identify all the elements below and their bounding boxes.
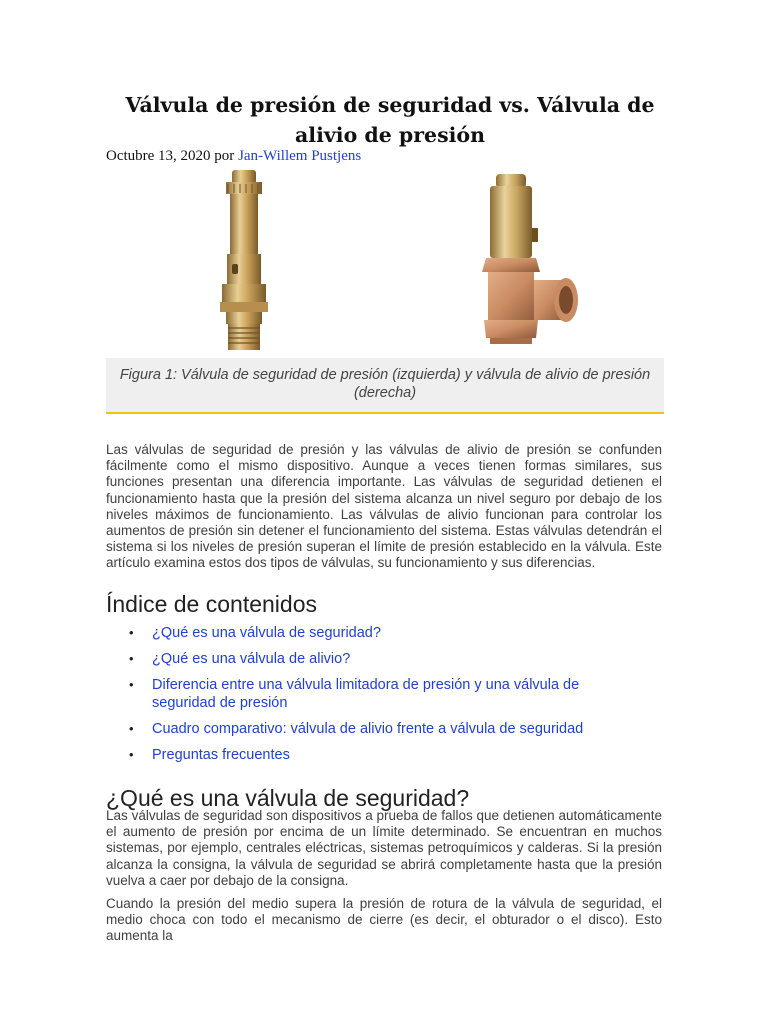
toc-link[interactable]: Preguntas frecuentes [152,747,290,763]
toc-item[interactable] [124,650,624,668]
toc-heading: Índice de contenidos [106,591,317,617]
publish-date: Octubre 13, 2020 por [106,148,239,164]
bullet-icon: • [129,747,134,762]
section-paragraph-continued: Cuando la presión del medio supera la presión de rotura de la válvula de seguridad, el medio choca con todo el mecanismo de cierre (es decir, el obturador o el disco). Esto aumenta la [106,896,662,944]
bullet-icon: • [129,677,134,692]
toc-item[interactable] [124,720,624,738]
safety-valve-image [212,168,276,352]
toc-link[interactable]: Diferencia entre una válvula limitadora de presión y una válvula de seguridad de presión [152,677,580,711]
toc-item[interactable] [124,676,624,712]
article-title: Válvula de presión de seguridad vs. Válvula de alivio de presión [125,93,655,147]
intro-paragraph: Las válvulas de seguridad de presión y las válvulas de alivio de presión se confunden fácilmente como el mismo dispositivo. Aunque a veces tienen formas similares, sus funciones presentan una diferencia importante. Las válvulas de seguridad detienen el funcionamiento hasta que la presión del sistema alcanza un nivel seguro por debajo de los niveles máximos de funcionamiento. Las válvulas de alivio funcionan para controlar los aumentos de presión sin detener el funcionamiento del sistema. Estas válvulas detendrán el sistema si los niveles de presión superan el límite de presión establecido en la válvula. Este artículo examina estos dos tipos de válvulas, su funcionamiento y sus diferencias. [106,442,662,571]
toc-item[interactable] [124,624,624,642]
bullet-icon: • [129,721,134,736]
byline [106,148,361,165]
relief-valve-image [478,172,582,344]
table-of-contents [124,624,624,772]
bullet-icon: • [129,625,134,640]
toc-link[interactable]: ¿Qué es una válvula de seguridad? [152,625,381,641]
figure-caption: Figura 1: Válvula de seguridad de presión (izquierda) y válvula de alivio de presión (derecha) [106,358,664,414]
section-paragraph: Las válvulas de seguridad son dispositivos a prueba de fallos que detienen automáticamente el aumento de presión por encima de un límite determinado. Se encuentran en muchos sistemas, por ejemplo, centrales eléctricas, sistemas petroquímicos y calderas. Si la presión alcanza la consigna, la válvula de seguridad se abrirá completamente hasta que la presión vuelva a caer por debajo de la consigna. [106,808,662,888]
toc-link[interactable]: Cuadro comparativo: válvula de alivio frente a válvula de seguridad [152,721,584,737]
author-link[interactable]: Jan-Willem Pustjens [238,148,362,164]
toc-item[interactable] [124,746,624,764]
bullet-icon: • [129,651,134,666]
toc-link[interactable]: ¿Qué es una válvula de alivio? [152,651,351,667]
section-heading: ¿Qué es una válvula de seguridad? [106,785,470,811]
